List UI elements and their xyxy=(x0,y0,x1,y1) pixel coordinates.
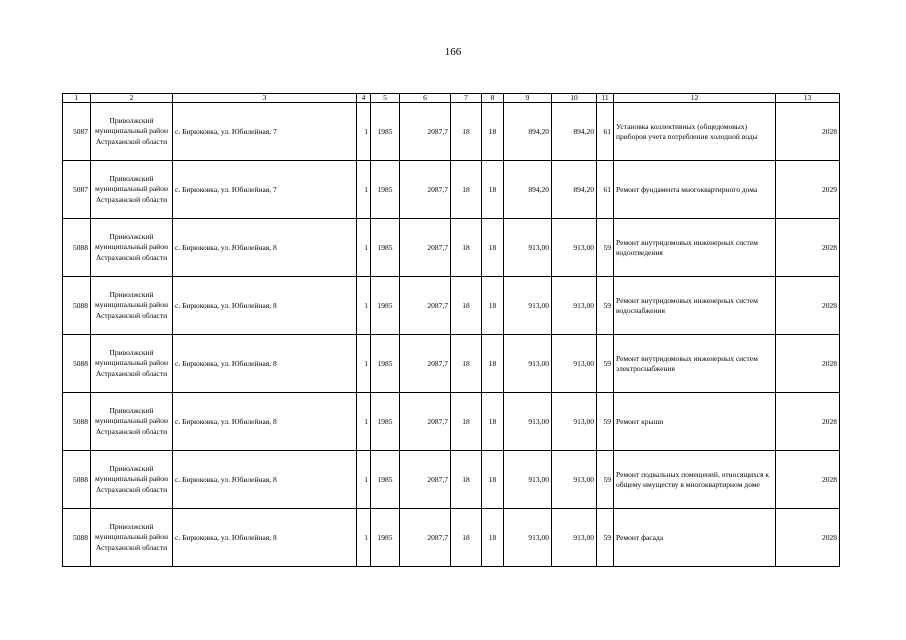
year-cell: 1985 xyxy=(371,161,400,219)
column-number: 12 xyxy=(614,94,776,103)
column-8-cell: 18 xyxy=(482,161,504,219)
district-cell: Приволжский муниципальный район Астраханской области xyxy=(91,161,173,219)
column-11-cell: 59 xyxy=(597,451,614,509)
column-7-cell: 18 xyxy=(451,161,482,219)
work-type-cell: Установка коллективных (общедомовых) приборов учета потребления холодной воды xyxy=(614,103,776,161)
address-cell: с. Бирюковка, ул. Юбилейная, 8 xyxy=(173,335,357,393)
year-cell: 1985 xyxy=(371,451,400,509)
column-9-cell: 913,00 xyxy=(504,335,552,393)
column-8-cell: 18 xyxy=(482,277,504,335)
column-number: 4 xyxy=(357,94,371,103)
column-8-cell: 18 xyxy=(482,509,504,567)
column-4-cell: 1 xyxy=(357,509,371,567)
column-7-cell: 18 xyxy=(451,509,482,567)
year-cell: 1985 xyxy=(371,335,400,393)
district-cell: Приволжский муниципальный район Астраханской области xyxy=(91,335,173,393)
work-type-cell: Ремонт крыши xyxy=(614,393,776,451)
column-10-cell: 913,00 xyxy=(552,393,597,451)
address-cell: с. Бирюковка, ул. Юбилейная, 7 xyxy=(173,103,357,161)
district-cell: Приволжский муниципальный район Астраханской области xyxy=(91,103,173,161)
work-type-cell: Ремонт внутридомовых инженерных систем водоотведения xyxy=(614,219,776,277)
column-number-row xyxy=(63,94,840,103)
area-cell: 2087,7 xyxy=(400,393,451,451)
plan-year-cell: 2028 xyxy=(776,103,840,161)
column-10-cell: 913,00 xyxy=(552,335,597,393)
table-row xyxy=(63,393,840,451)
column-number: 9 xyxy=(504,94,552,103)
capital-repair-table xyxy=(62,93,840,567)
district-cell: Приволжский муниципальный район Астраханской области xyxy=(91,451,173,509)
column-number: 2 xyxy=(91,94,173,103)
district-cell: Приволжский муниципальный район Астраханской области xyxy=(91,277,173,335)
building-id-cell: 5088 xyxy=(63,277,91,335)
column-number: 7 xyxy=(451,94,482,103)
address-cell: с. Бирюковка, ул. Юбилейная, 8 xyxy=(173,451,357,509)
year-cell: 1985 xyxy=(371,219,400,277)
column-9-cell: 913,00 xyxy=(504,451,552,509)
work-type-cell: Ремонт внутридомовых инженерных систем водоснабжения xyxy=(614,277,776,335)
plan-year-cell: 2028 xyxy=(776,451,840,509)
column-11-cell: 61 xyxy=(597,103,614,161)
area-cell: 2087,7 xyxy=(400,219,451,277)
column-9-cell: 894,20 xyxy=(504,103,552,161)
column-4-cell: 1 xyxy=(357,219,371,277)
table-row xyxy=(63,509,840,567)
column-7-cell: 18 xyxy=(451,335,482,393)
building-id-cell: 5088 xyxy=(63,393,91,451)
table-row xyxy=(63,335,840,393)
work-type-cell: Ремонт фасада xyxy=(614,509,776,567)
table-body xyxy=(63,94,840,567)
table-row xyxy=(63,219,840,277)
table-row xyxy=(63,161,840,219)
area-cell: 2087,7 xyxy=(400,277,451,335)
column-9-cell: 913,00 xyxy=(504,219,552,277)
plan-year-cell: 2028 xyxy=(776,509,840,567)
address-cell: с. Бирюковка, ул. Юбилейная, 8 xyxy=(173,393,357,451)
district-cell: Приволжский муниципальный район Астраханской области xyxy=(91,509,173,567)
column-number: 5 xyxy=(371,94,400,103)
column-number: 13 xyxy=(776,94,840,103)
year-cell: 1985 xyxy=(371,103,400,161)
address-cell: с. Бирюковка, ул. Юбилейная, 8 xyxy=(173,277,357,335)
column-7-cell: 18 xyxy=(451,451,482,509)
column-9-cell: 913,00 xyxy=(504,393,552,451)
plan-year-cell: 2028 xyxy=(776,393,840,451)
table-row xyxy=(63,277,840,335)
building-id-cell: 5088 xyxy=(63,509,91,567)
building-id-cell: 5087 xyxy=(63,161,91,219)
page-number: 166 xyxy=(444,46,462,58)
plan-year-cell: 2028 xyxy=(776,277,840,335)
plan-year-cell: 2029 xyxy=(776,161,840,219)
column-8-cell: 18 xyxy=(482,219,504,277)
work-type-cell: Ремонт фундамента многоквартирного дома xyxy=(614,161,776,219)
column-11-cell: 61 xyxy=(597,161,614,219)
building-id-cell: 5088 xyxy=(63,219,91,277)
column-number: 3 xyxy=(173,94,357,103)
column-7-cell: 18 xyxy=(451,103,482,161)
year-cell: 1985 xyxy=(371,277,400,335)
address-cell: с. Бирюковка, ул. Юбилейная, 7 xyxy=(173,161,357,219)
column-9-cell: 913,00 xyxy=(504,277,552,335)
building-id-cell: 5087 xyxy=(63,103,91,161)
area-cell: 2087,7 xyxy=(400,509,451,567)
year-cell: 1985 xyxy=(371,393,400,451)
column-9-cell: 913,00 xyxy=(504,509,552,567)
building-id-cell: 5088 xyxy=(63,451,91,509)
area-cell: 2087,7 xyxy=(400,335,451,393)
district-cell: Приволжский муниципальный район Астраханской области xyxy=(91,219,173,277)
column-11-cell: 59 xyxy=(597,277,614,335)
column-number: 1 xyxy=(63,94,91,103)
column-8-cell: 18 xyxy=(482,335,504,393)
district-cell: Приволжский муниципальный район Астраханской области xyxy=(91,393,173,451)
area-cell: 2087,7 xyxy=(400,161,451,219)
column-11-cell: 59 xyxy=(597,509,614,567)
column-11-cell: 59 xyxy=(597,335,614,393)
column-number: 10 xyxy=(552,94,597,103)
column-7-cell: 18 xyxy=(451,277,482,335)
column-10-cell: 913,00 xyxy=(552,219,597,277)
column-7-cell: 18 xyxy=(451,393,482,451)
column-9-cell: 894,20 xyxy=(504,161,552,219)
table-row xyxy=(63,103,840,161)
column-8-cell: 18 xyxy=(482,393,504,451)
column-4-cell: 1 xyxy=(357,335,371,393)
column-4-cell: 1 xyxy=(357,161,371,219)
area-cell: 2087,7 xyxy=(400,451,451,509)
column-10-cell: 913,00 xyxy=(552,277,597,335)
address-cell: с. Бирюковка, ул. Юбилейная, 8 xyxy=(173,509,357,567)
building-id-cell: 5088 xyxy=(63,335,91,393)
column-10-cell: 894,20 xyxy=(552,103,597,161)
column-8-cell: 18 xyxy=(482,103,504,161)
column-number: 8 xyxy=(482,94,504,103)
work-type-cell: Ремонт внутридомовых инженерных систем электроснабжения xyxy=(614,335,776,393)
table-row xyxy=(63,451,840,509)
address-cell: с. Бирюковка, ул. Юбилейная, 8 xyxy=(173,219,357,277)
column-10-cell: 913,00 xyxy=(552,509,597,567)
column-number: 6 xyxy=(400,94,451,103)
column-11-cell: 59 xyxy=(597,393,614,451)
plan-year-cell: 2028 xyxy=(776,335,840,393)
area-cell: 2087,7 xyxy=(400,103,451,161)
column-8-cell: 18 xyxy=(482,451,504,509)
work-type-cell: Ремонт подвальных помещений, относящихся к общему имуществу в многоквартирном доме xyxy=(614,451,776,509)
year-cell: 1985 xyxy=(371,509,400,567)
column-10-cell: 894,20 xyxy=(552,161,597,219)
plan-year-cell: 2028 xyxy=(776,219,840,277)
column-4-cell: 1 xyxy=(357,277,371,335)
column-4-cell: 1 xyxy=(357,393,371,451)
column-7-cell: 18 xyxy=(451,219,482,277)
column-10-cell: 913,00 xyxy=(552,451,597,509)
column-number: 11 xyxy=(597,94,614,103)
column-4-cell: 1 xyxy=(357,451,371,509)
column-11-cell: 59 xyxy=(597,219,614,277)
column-4-cell: 1 xyxy=(357,103,371,161)
